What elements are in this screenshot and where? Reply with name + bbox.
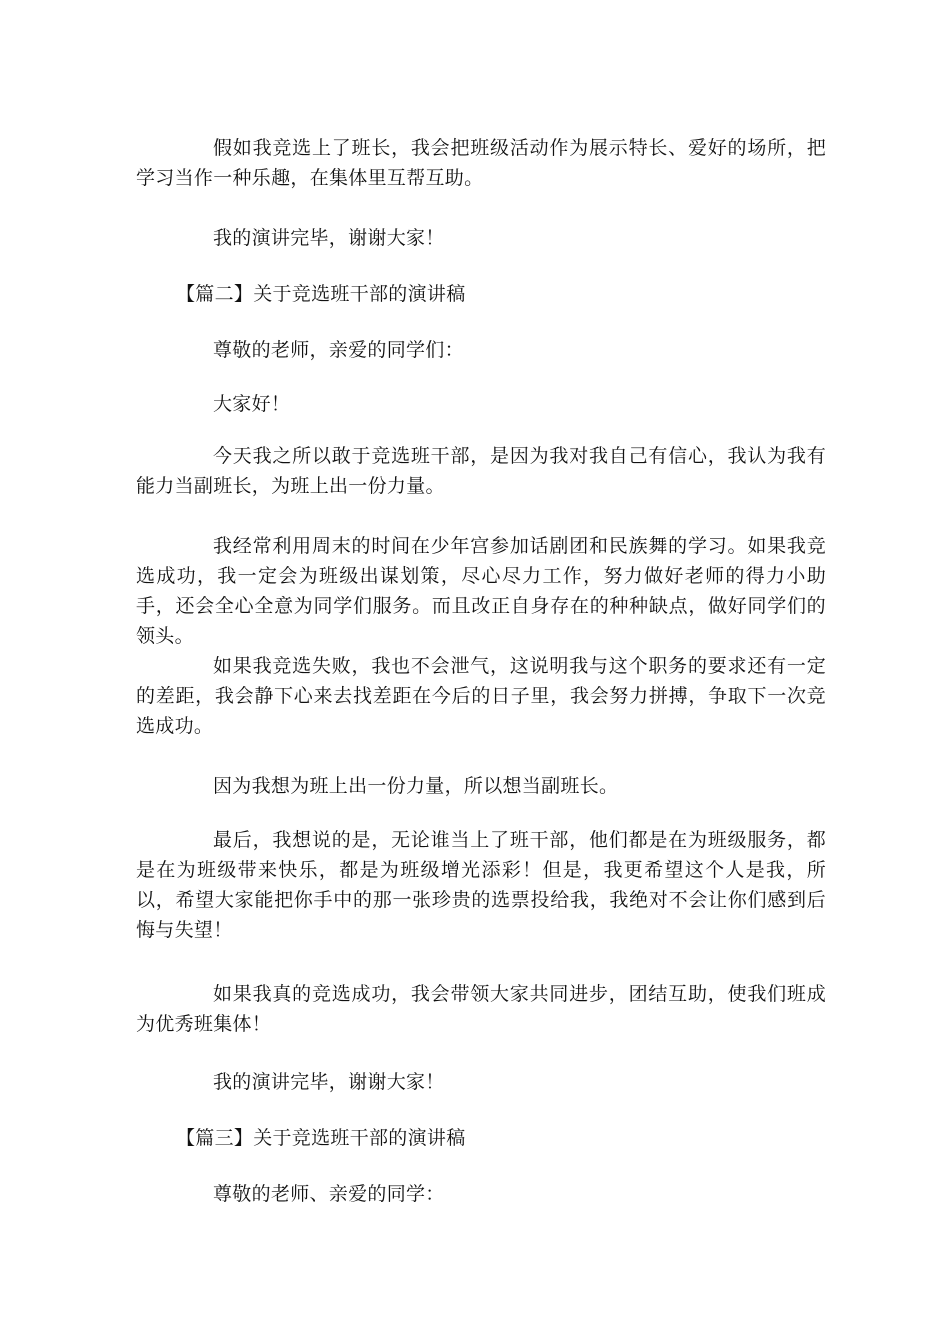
- paragraph-reason: 因为我想为班上出一份力量，所以想当副班长。: [213, 775, 619, 797]
- paragraph-class-monitor-plan: 假如我竞选上了班长，我会把班级活动作为展示特长、爱好的场所，把学习当作一种乐趣，在集体里互帮互助。: [136, 137, 826, 189]
- paragraph-closing-2: 我的演讲完毕，谢谢大家！: [213, 1071, 445, 1093]
- section-heading-part-3: 【篇三】关于竞选班干部的演讲稿: [176, 1127, 466, 1149]
- section-heading-part-2: 【篇二】关于竞选班干部的演讲稿: [176, 283, 466, 305]
- paragraph-confidence: 今天我之所以敢于竞选班干部，是因为我对我自己有信心，我认为我有能力当副班长，为班上出一份力量。: [136, 445, 826, 497]
- paragraph-salutation-1: 尊敬的老师，亲爱的同学们：: [213, 339, 464, 361]
- paragraph-activities: 我经常利用周末的时间在少年宫参加话剧团和民族舞的学习。如果我竞选成功，我一定会为班级出谋划策，尽心尽力工作，努力做好老师的得力小助手，还会全心全意为同学们服务。而且改正自身存在的种种缺点，做好同学们的领头。: [136, 535, 826, 647]
- paragraph-finally: 最后，我想说的是，无论谁当上了班干部，他们都是在为班级服务，都是在为班级带来快乐，都是为班级增光添彩！但是，我更希望这个人是我，所以，希望大家能把你手中的那一张珍贵的选票投给我，我绝对不会让你们感到后悔与失望！: [136, 829, 826, 941]
- paragraph-closing-1: 我的演讲完毕，谢谢大家！: [213, 227, 445, 249]
- paragraph-greeting: 大家好！: [213, 393, 291, 415]
- paragraph-if-fail: 如果我竞选失败，我也不会泄气，这说明我与这个职务的要求还有一定的差距，我会静下心来去找差距在今后的日子里，我会努力拼搏，争取下一次竞选成功。: [136, 655, 826, 737]
- paragraph-salutation-2: 尊敬的老师、亲爱的同学：: [213, 1183, 445, 1205]
- paragraph-if-success: 如果我真的竞选成功，我会带领大家共同进步，团结互助，使我们班成为优秀班集体！: [136, 983, 826, 1035]
